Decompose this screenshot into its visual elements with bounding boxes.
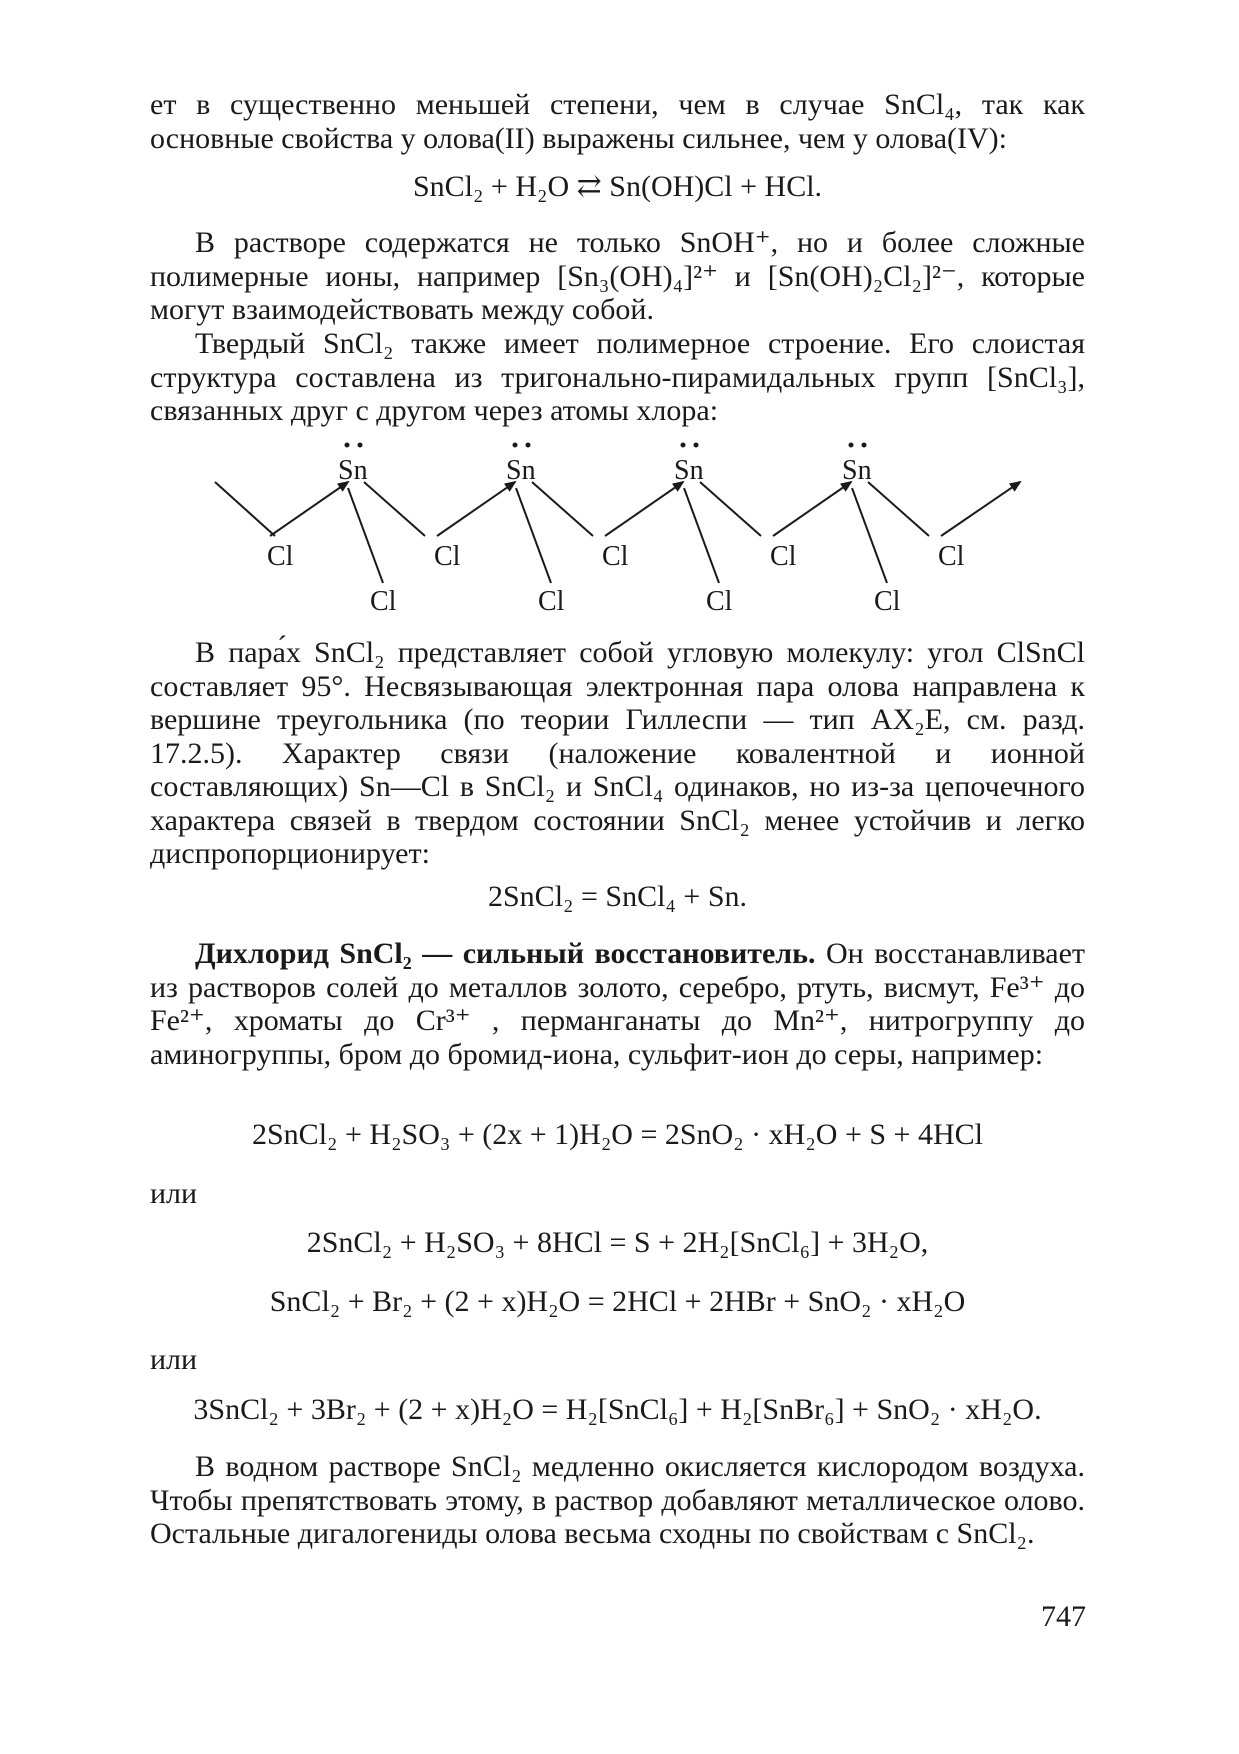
paragraph-body: Он восстанавливает из растворов солей до металлов золото, серебро, ртуть, висмут, Fe³⁺ до Fe²⁺, хроматы до Cr³⁺ , перманганаты до Mn²⁺, нитрогруппу до аминогруппы, бром до бромид-иона, сульфит-ион до серы, например: [150, 937, 1085, 1071]
lone-pair-dot [345, 443, 350, 448]
bond-line [852, 488, 887, 583]
dative-bond-arrow [941, 482, 1020, 536]
lone-pair-dot [849, 443, 854, 448]
paragraph-air-oxidation: В водном растворе SnCl₂ медленно окисляется кислородом воздуха. Чтобы препятствовать этому, в раствор добавляют металлическое олово. Остальные дигалогениды олова весьма сходны по свойствам с SnCl₂. [150, 1450, 1085, 1550]
dative-bond-arrow [773, 482, 851, 536]
paragraph-heading: Дихлорид SnCl₂ — сильный восстановитель. [195, 937, 816, 970]
equation-disproportionation: 2SnCl₂ = SnCl₄ + Sn. [488, 880, 747, 913]
equation-sulfurous-acid-2: 2SnCl₂ + H₂SO₃ + 8HCl = S + 2H₂[SnCl₆] + 3H₂O, [306, 1226, 929, 1259]
sn-atom-label: Sn [506, 455, 536, 486]
bond-line [364, 482, 425, 536]
cl-terminal-label: Cl [706, 586, 733, 617]
equation-hydrolysis: SnCl₂ + H₂O ⇄ Sn(OH)Cl + HCl. [412, 170, 823, 203]
lone-pair-dot [358, 443, 363, 448]
paragraph-intro: ет в существенно меньшей степени, чем в случае SnCl₄, так как основные свойства у олова(II) выражены сильнее, чем у олова(IV): [150, 88, 1085, 155]
paragraph-reducing-agent [150, 937, 1085, 1071]
equation-bromine-1: SnCl₂ + Br₂ + (2 + x)H₂O = 2HCl + 2HBr + SnO₂ · xH₂O [269, 1285, 966, 1318]
lone-pair-dot [526, 443, 531, 448]
connector-or: или [150, 1177, 198, 1210]
cl-bridge-label: Cl [938, 541, 965, 572]
paragraph-polymeric-ions: В растворе содержатся не только SnOH⁺, но и более сложные полимерные ионы, например [Sn₃(OH)₄]²⁺ и [Sn(OH)₂Cl₂]²⁻, которые могут взаимодействовать между собой. [150, 226, 1085, 326]
connector-or: или [150, 1343, 198, 1376]
bond-line [516, 488, 551, 583]
lone-pair-dot [681, 443, 686, 448]
lone-pair-dot [513, 443, 518, 448]
paragraph-vapor-molecule: В пара́х SnCl₂ представляет собой угловую молекулу: угол ClSnCl составляет 95°. Несвязывающая электронная пара олова направлена к вершине треугольника (по теории Гиллеспи — тип AX₂E, см. разд. 17.2.5). Характер связи (наложение ковалентной и ионной составляющих) Sn—Cl в SnCl₂ и SnCl₄ одинаков, но из-за цепочечного характера связей в твердом состоянии SnCl₂ менее устойчив и легко диспропорционирует: [150, 636, 1085, 870]
cl-terminal-label: Cl [538, 586, 565, 617]
bond-line [348, 488, 383, 583]
cl-bridge-label: Cl [770, 541, 797, 572]
cl-terminal-label: Cl [370, 586, 397, 617]
dative-bond-arrow [437, 482, 515, 536]
lone-pair-dot [694, 443, 699, 448]
cl-terminal-label: Cl [874, 586, 901, 617]
bond-line [868, 482, 929, 536]
paragraph-solid-structure: Твердый SnCl₂ также имеет полимерное строение. Его слоистая структура составлена из тригонально-пирамидальных групп [SnCl₃], связанных друг с другом через атомы хлора: [150, 327, 1085, 427]
page-number: 747 [1041, 1600, 1086, 1633]
cl-bridge-label: Cl [434, 541, 461, 572]
bond-line [532, 482, 593, 536]
cl-bridge-label: Cl [267, 541, 294, 572]
sn-atom-label: Sn [674, 455, 704, 486]
bond-line [700, 482, 761, 536]
equation-bromine-2: 3SnCl₂ + 3Br₂ + (2 + x)H₂O = H₂[SnCl₆] + H₂[SnBr₆] + SnO₂ · xH₂O. [193, 1393, 1042, 1426]
bond-line [684, 488, 719, 583]
lone-pair-dot [862, 443, 867, 448]
equation-sulfurous-acid-1: 2SnCl₂ + H₂SO₃ + (2x + 1)H₂O = 2SnO₂ · xH₂O + S + 4HCl [252, 1118, 983, 1151]
chain-structure-diagram [200, 438, 1040, 628]
sn-atom-label: Sn [842, 455, 872, 486]
dative-bond-arrow [605, 482, 683, 536]
sn-atom-label: Sn [338, 455, 368, 486]
dative-bond-arrow [270, 482, 348, 536]
cl-bridge-label: Cl [602, 541, 629, 572]
bond-line [215, 482, 275, 536]
